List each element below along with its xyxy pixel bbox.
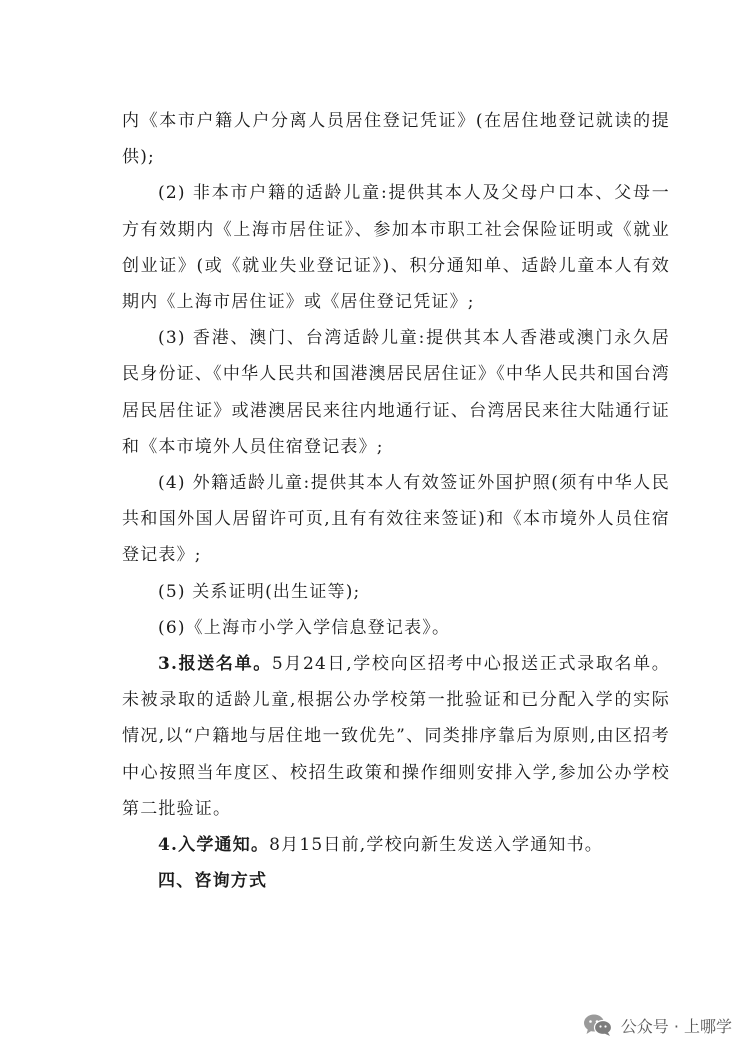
paragraph-relationship-proof: (5) 关系证明(出生证等); [158,581,361,602]
admission-notice-lead: 4.入学通知。 [158,835,270,856]
paragraph-submit-list [122,646,670,827]
watermark-text: 公众号 · 上哪学 [620,1016,732,1036]
paragraph-admission-notice [122,827,670,863]
submit-list-text: 5月24日,学校向区招考中心报送正式录取名单。未被录取的适龄儿童,根据公办学校第一批验证和已分配入学的实际情况,以“户籍地与居住地一致优先”、同类排序靠后为原则,由区招考中心按照当年度区、校招生政策和操作细则安排入学,参加公办学校第二批验证。 [122,654,670,819]
paragraph-foreign-children: (4) 外籍适龄儿童:提供其本人有效签证外国护照(须有中华人民共和国外国人居留许可页,且有有效往来签证)和《本市境外人员住宿登记表》; [122,473,670,566]
submit-list-lead: 3.报送名单。 [158,654,272,675]
paragraph-household-proof-continued: 内《本市户籍人户分离人员居住登记凭证》(在居住地登记就读的提供); [122,111,670,168]
section-heading-consultation: 四、咨询方式 [158,871,268,892]
admission-notice-text: 8月15日前,学校向新生发送入学通知书。 [269,835,604,856]
watermark [583,1011,732,1039]
paragraph-non-local-children: (2) 非本市户籍的适龄儿童:提供其本人及父母户口本、父母一方有效期内《上海市居住证》、参加本市职工社会保险证明或《就业创业证》(或《就业失业登记证》)、积分通知单、适龄儿童本人有效期内《上海市居住证》或《居住登记凭证》; [122,183,670,313]
paragraph-hk-macao-taiwan-children: (3) 香港、澳门、台湾适龄儿童:提供其本人香港或澳门永久居民身份证、《中华人民共和国港澳居民居住证》《中华人民共和国台湾居民居住证》或港澳居民来往内地通行证、台湾居民来往大陆通行证和《本市境外人员住宿登记表》; [122,328,670,457]
paragraph-registration-form: (6)《上海市小学入学信息登记表》。 [158,617,451,638]
document-body [122,103,670,899]
wechat-icon [583,1013,613,1037]
